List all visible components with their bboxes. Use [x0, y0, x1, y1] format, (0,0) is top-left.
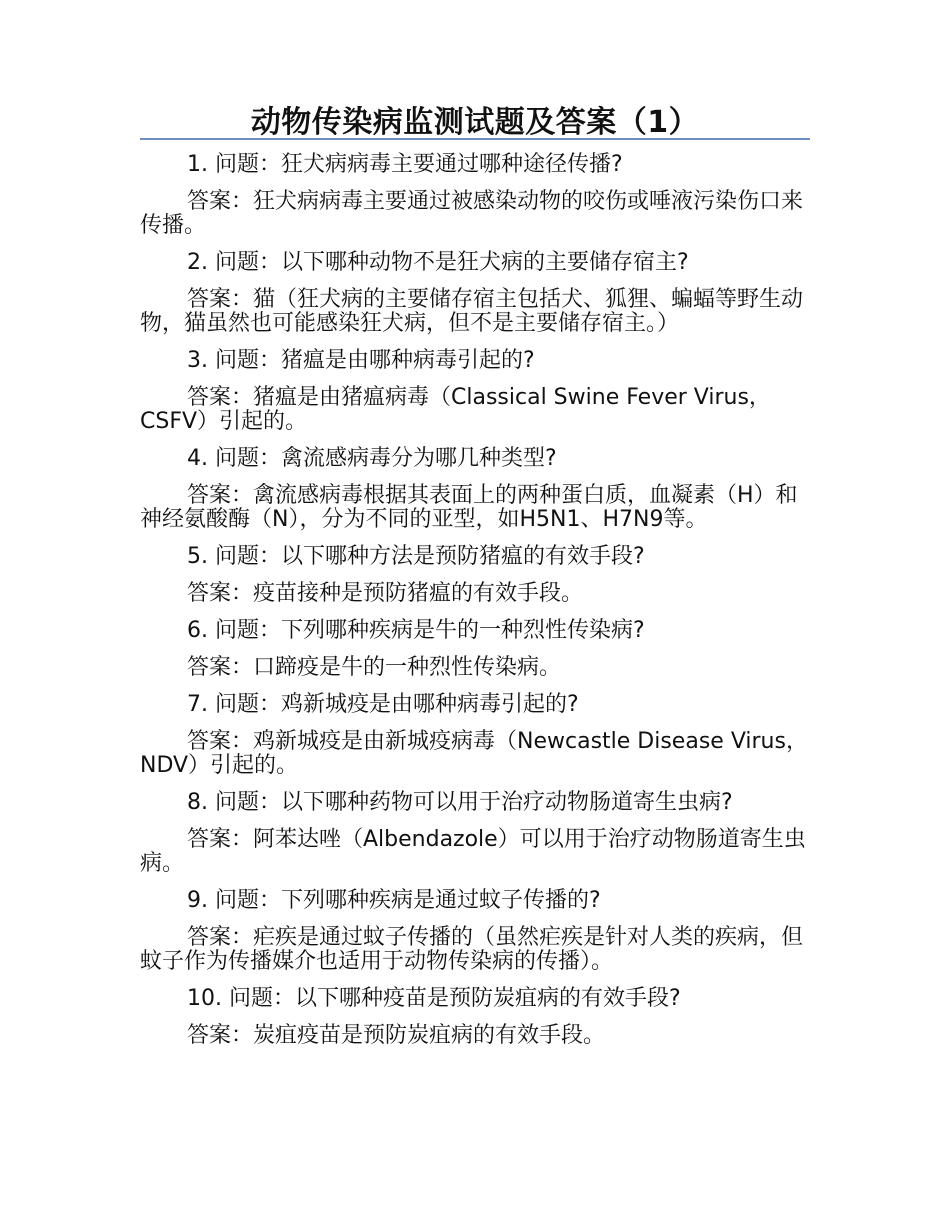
- document-title: 动物传染病监测试题及答案（1）: [250, 105, 700, 140]
- title-underline: [140, 138, 810, 140]
- question-6: 6. 问题：下列哪种疾病是牛的一种烈性传染病?: [187, 618, 645, 643]
- answer-6: 答案：口蹄疫是牛的一种烈性传染病。: [187, 655, 562, 680]
- answer-4: 答案：禽流感病毒根据其表面上的两种蛋白质，血凝素（H）和神经氨酸酶（N），分为不同的亚型，如H5N1、H7N9等。: [140, 483, 798, 532]
- question-2: 2. 问题：以下哪种动物不是狂犬病的主要储存宿主?: [187, 250, 689, 275]
- question-3: 3. 问题：猪瘟是由哪种病毒引起的?: [187, 348, 535, 373]
- answer-3: 答案：猪瘟是由猪瘟病毒（Classical Swine Fever Virus，CSFV）引起的。: [140, 385, 771, 434]
- question-1: 1. 问题：狂犬病病毒主要通过哪种途径传播?: [187, 152, 623, 177]
- answer-5: 答案：疫苗接种是预防猪瘟的有效手段。: [187, 581, 584, 606]
- answer-9: 答案：疟疾是通过蚊子传播的（虽然疟疾是针对人类的疾病，但蚊子作为传播媒介也适用于动物传染病的传播）。: [140, 925, 804, 974]
- question-9: 9. 问题：下列哪种疾病是通过蚊子传播的?: [187, 888, 601, 913]
- answer-8: 答案：阿苯达唑（Albendazole）可以用于治疗动物肠道寄生虫病。: [140, 827, 806, 876]
- question-10: 10. 问题：以下哪种疫苗是预防炭疽病的有效手段?: [187, 986, 681, 1011]
- answer-1: 答案：狂犬病病毒主要通过被感染动物的咬伤或唾液污染伤口来传播。: [140, 189, 804, 238]
- question-4: 4. 问题：禽流感病毒分为哪几种类型?: [187, 446, 557, 471]
- qa-list: [140, 153, 812, 1061]
- answer-10: 答案：炭疽疫苗是预防炭疽病的有效手段。: [187, 1023, 606, 1048]
- question-5: 5. 问题：以下哪种方法是预防猪瘟的有效手段?: [187, 544, 645, 569]
- question-7: 7. 问题：鸡新城疫是由哪种病毒引起的?: [187, 692, 579, 717]
- answer-7: 答案：鸡新城疫是由新城疫病毒（Newcastle Disease Virus，NDV）引起的。: [140, 729, 808, 778]
- question-8: 8. 问题：以下哪种药物可以用于治疗动物肠道寄生虫病?: [187, 790, 733, 815]
- answer-2: 答案：猫（狂犬病的主要储存宿主包括犬、狐狸、蝙蝠等野生动物，猫虽然也可能感染狂犬病，但不是主要储存宿主。）: [140, 287, 804, 336]
